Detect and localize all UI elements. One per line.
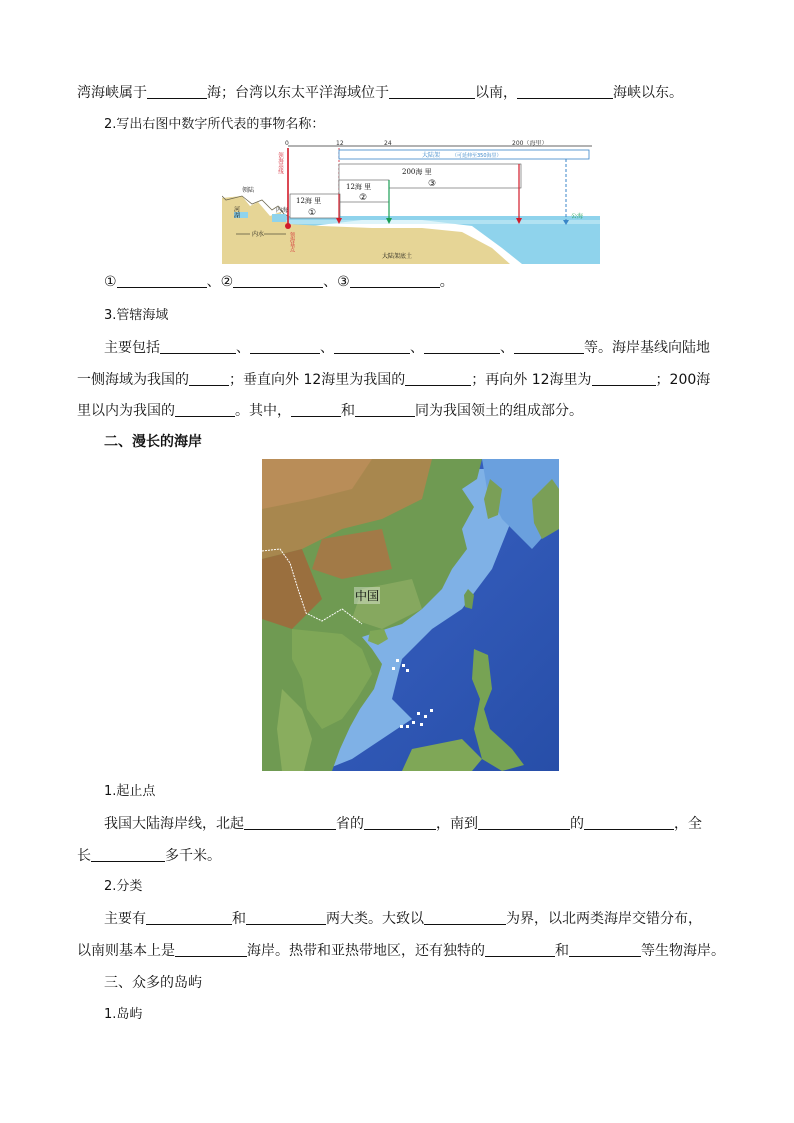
shelf-floor-label: 大陆架底土 (382, 253, 413, 260)
answer-blank[interactable] (175, 942, 247, 957)
tick-200: 200（海里） (512, 140, 548, 147)
answer-blank[interactable] (244, 815, 336, 830)
high-sea-label: 公海 (571, 213, 584, 220)
question-3-title: 3.管辖海域 (104, 308, 169, 323)
section-2-item-2-title: 2.分类 (104, 879, 143, 894)
section-3-heading: 三、众多的岛屿 (104, 975, 202, 991)
answer-blank[interactable] (350, 273, 440, 288)
answer-blank[interactable] (389, 84, 475, 99)
relief-map (262, 459, 559, 771)
answer-blank[interactable] (334, 339, 410, 354)
section-2-heading: 二、漫长的海岸 (104, 434, 202, 450)
number-1: ① (308, 208, 317, 218)
text-line-5: 一侧海域为我国的 ；垂直向外 12海里为我国的 ；再向外 12海里为 ；200海 (77, 372, 711, 388)
answer-blank[interactable] (584, 815, 674, 830)
text-line-1: 湾海峡属于 海；台湾以东太平洋海域位于 以南， 海峡以东。 (77, 85, 683, 101)
text-line-9: 长 多千米。 (77, 848, 221, 864)
answer-blank[interactable] (514, 339, 584, 354)
inner-water-label: 内水 (252, 231, 265, 238)
text-line-6: 里以内为我国的 。其中， 和 同为我国领土的组成部分。 (77, 403, 583, 419)
answer-blank[interactable] (517, 84, 613, 99)
answer-blank[interactable] (147, 84, 207, 99)
answer-line-diagram: ① 、② 、③ 。 (104, 274, 454, 290)
answer-blank[interactable] (355, 402, 415, 417)
answer-blank[interactable] (117, 273, 207, 288)
answer-blank[interactable] (91, 847, 165, 862)
dist-12a-label: 12海 里 (296, 197, 322, 205)
answer-blank[interactable] (478, 815, 570, 830)
dist-200-label: 200海 里 (402, 168, 432, 176)
question-2-title: 2.写出右图中数字所代表的事物名称： (104, 117, 325, 132)
tick-24: 24 (384, 140, 392, 147)
tick-12: 12 (336, 140, 344, 147)
baseline-label: 领海基线 (277, 152, 283, 174)
answer-blank[interactable] (424, 910, 506, 925)
answer-blank[interactable] (233, 273, 323, 288)
dist-12b-label: 12海 里 (346, 183, 372, 191)
answer-blank[interactable] (364, 815, 436, 830)
shelf-label: 大陆架 (422, 152, 441, 159)
shelf-note: （可延伸至350海里） (452, 153, 502, 159)
number-3: ③ (428, 179, 437, 189)
answer-blank[interactable] (291, 402, 341, 417)
text-line-11: 主要有 和 两大类。大致以 为界，以北两类海岸交错分布， (104, 911, 702, 927)
map-label-china: 中国 (355, 589, 380, 603)
text-line-8: 我国大陆海岸线，北起 省的 ，南到 的 ，全 (104, 816, 702, 832)
answer-blank[interactable] (175, 402, 235, 417)
text-line-12: 以南则基本上是 海岸。热带和亚热带地区，还有独特的 和 等生物海岸。 (77, 943, 725, 959)
number-2: ② (359, 193, 368, 203)
answer-blank[interactable] (485, 942, 555, 957)
answer-blank[interactable] (569, 942, 641, 957)
answer-blank[interactable] (146, 910, 232, 925)
text-line-4: 主要包括 、 、 、 、 等。海岸基线向陆地 (104, 340, 710, 356)
answer-blank[interactable] (405, 371, 471, 386)
answer-blank[interactable] (189, 371, 229, 386)
territorial-sea-diagram (222, 140, 600, 266)
answer-blank[interactable] (424, 339, 500, 354)
answer-blank[interactable] (250, 339, 320, 354)
answer-blank[interactable] (246, 910, 326, 925)
tick-0: 0 (285, 140, 289, 147)
inland-sea-label: 内海 (276, 207, 289, 214)
answer-blank[interactable] (592, 371, 656, 386)
section-3-item-1-title: 1.岛屿 (104, 1007, 143, 1022)
base-point-label: 领海基点 (289, 232, 295, 252)
river-lake-label: 河湖 (232, 206, 240, 218)
land-label: 领陆 (242, 187, 255, 194)
answer-blank[interactable] (160, 339, 236, 354)
section-2-item-1-title: 1.起止点 (104, 784, 156, 799)
